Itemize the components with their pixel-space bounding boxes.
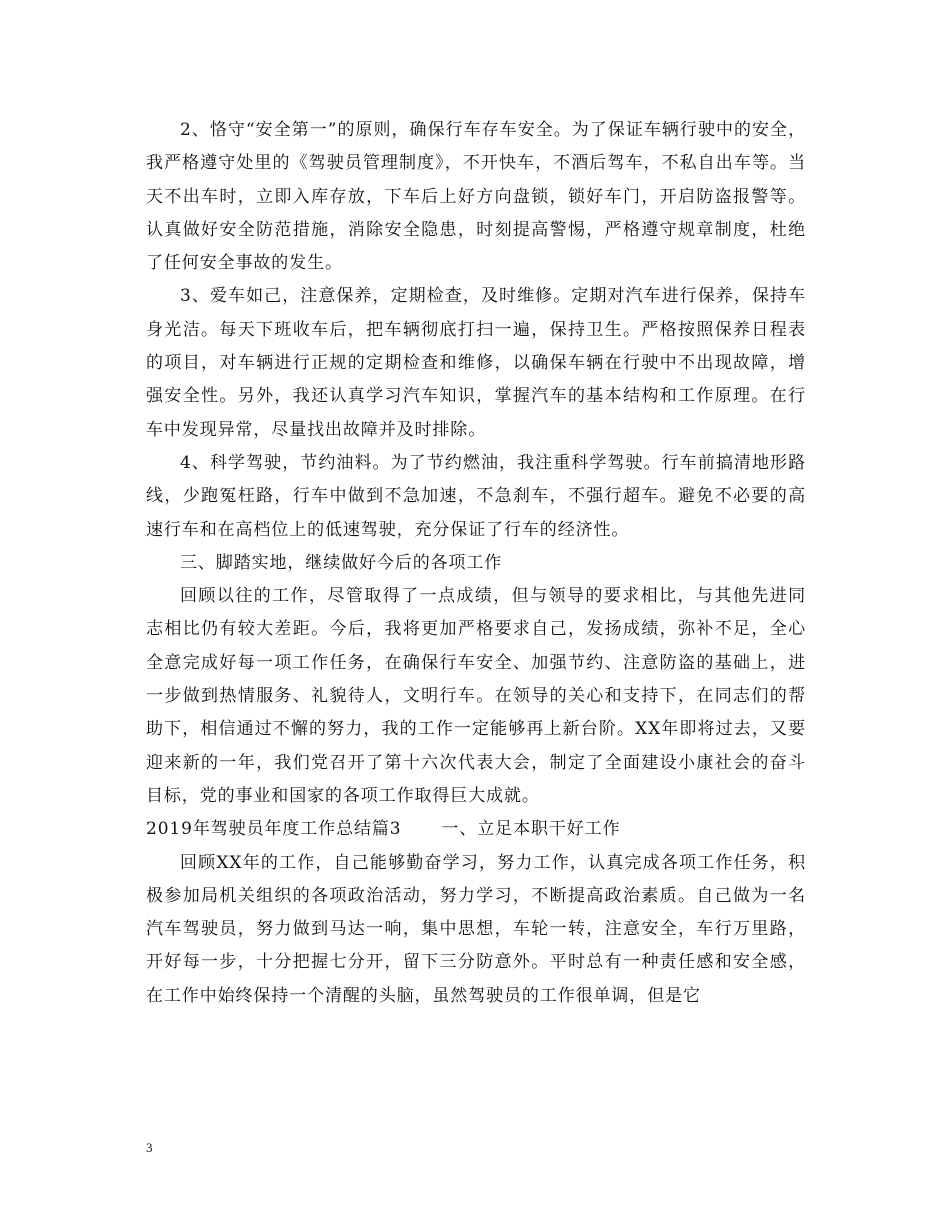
section-heading: 三、脚踏实地，继续做好今后的各项工作 [180,552,503,573]
article-title-line [146,813,806,846]
page-number: 3 [146,1140,153,1155]
article-subtitle: 一、立足本职干好工作 [441,819,621,840]
paragraph-item-2: 2、恪守“安全第一”的原则，确保行车存车安全。为了保证车辆行驶中的安全，我严格遵守处里的《驾驶员管理制度》，不开快车，不酒后驾车，不私自出车等。当天不出车时，立即入库存放，下车后上好方向盘锁，锁好车门，开启防盗报警等。认真做好安全防范措施，消除安全隐患，时刻提高警惕，严格遵守规章制度，杜绝了任何安全事故的发生。 [146,120,806,274]
paragraph-last: 回顾XX年的工作，自己能够勤奋学习，努力工作，认真完成各项工作任务，积极参加局机关组织的各项政治活动，努力学习，不断提高政治素质。自己做为一名汽车驾驶员，努力做到马达一响，集中思想，车轮一转，注意安全，车行万里路，开好每一步，十分把握七分开，留下三分防意外。平时总有一种责任感和安全感，在工作中始终保持一个清醒的头脑，虽然驾驶员的工作很单调，但是它 [146,852,806,1006]
document-body [146,114,806,1013]
paragraph-item-3: 3、爱车如己，注意保养，定期检查，及时维修。定期对汽车进行保养，保持车身光洁。每天下班收车后，把车辆彻底打扫一遍，保持卫生。严格按照保养日程表的项目，对车辆进行正规的定期检查和维修，以确保车辆在行驶中不出现故障，增强安全性。另外，我还认真学习汽车知识，掌握汽车的基本结构和工作原理。在行车中发现异常，尽量找出故障并及时排除。 [146,286,806,440]
paragraph-review: 回顾以往的工作，尽管取得了一点成绩，但与领导的要求相比，与其他先进同志相比仍有较大差距。今后，我将更加严格要求自己，发扬成绩，弥补不足，全心全意完成好每一项工作任务，在确保行车安全、加强节约、注意防盗的基础上，进一步做到热情服务、礼貌待人，文明行车。在领导的关心和支持下，在同志们的帮助下，相信通过不懈的努力，我的工作一定能够再上新台阶。XX年即将过去，又要迎来新的一年，我们党召开了第十六次代表大会，制定了全面建设小康社会的奋斗目标，党的事业和国家的各项工作取得巨大成就。 [146,586,806,806]
article-title: 2019年驾驶员年度工作总结篇3 [146,819,402,840]
paragraph-item-4: 4、科学驾驶，节约油料。为了节约燃油，我注重科学驾驶。行车前搞清地形路线，少跑冤枉路，行车中做到不急加速，不急刹车，不强行超车。避免不必要的高速行车和在高档位上的低速驾驶，充分保证了行车的经济性。 [146,452,806,540]
